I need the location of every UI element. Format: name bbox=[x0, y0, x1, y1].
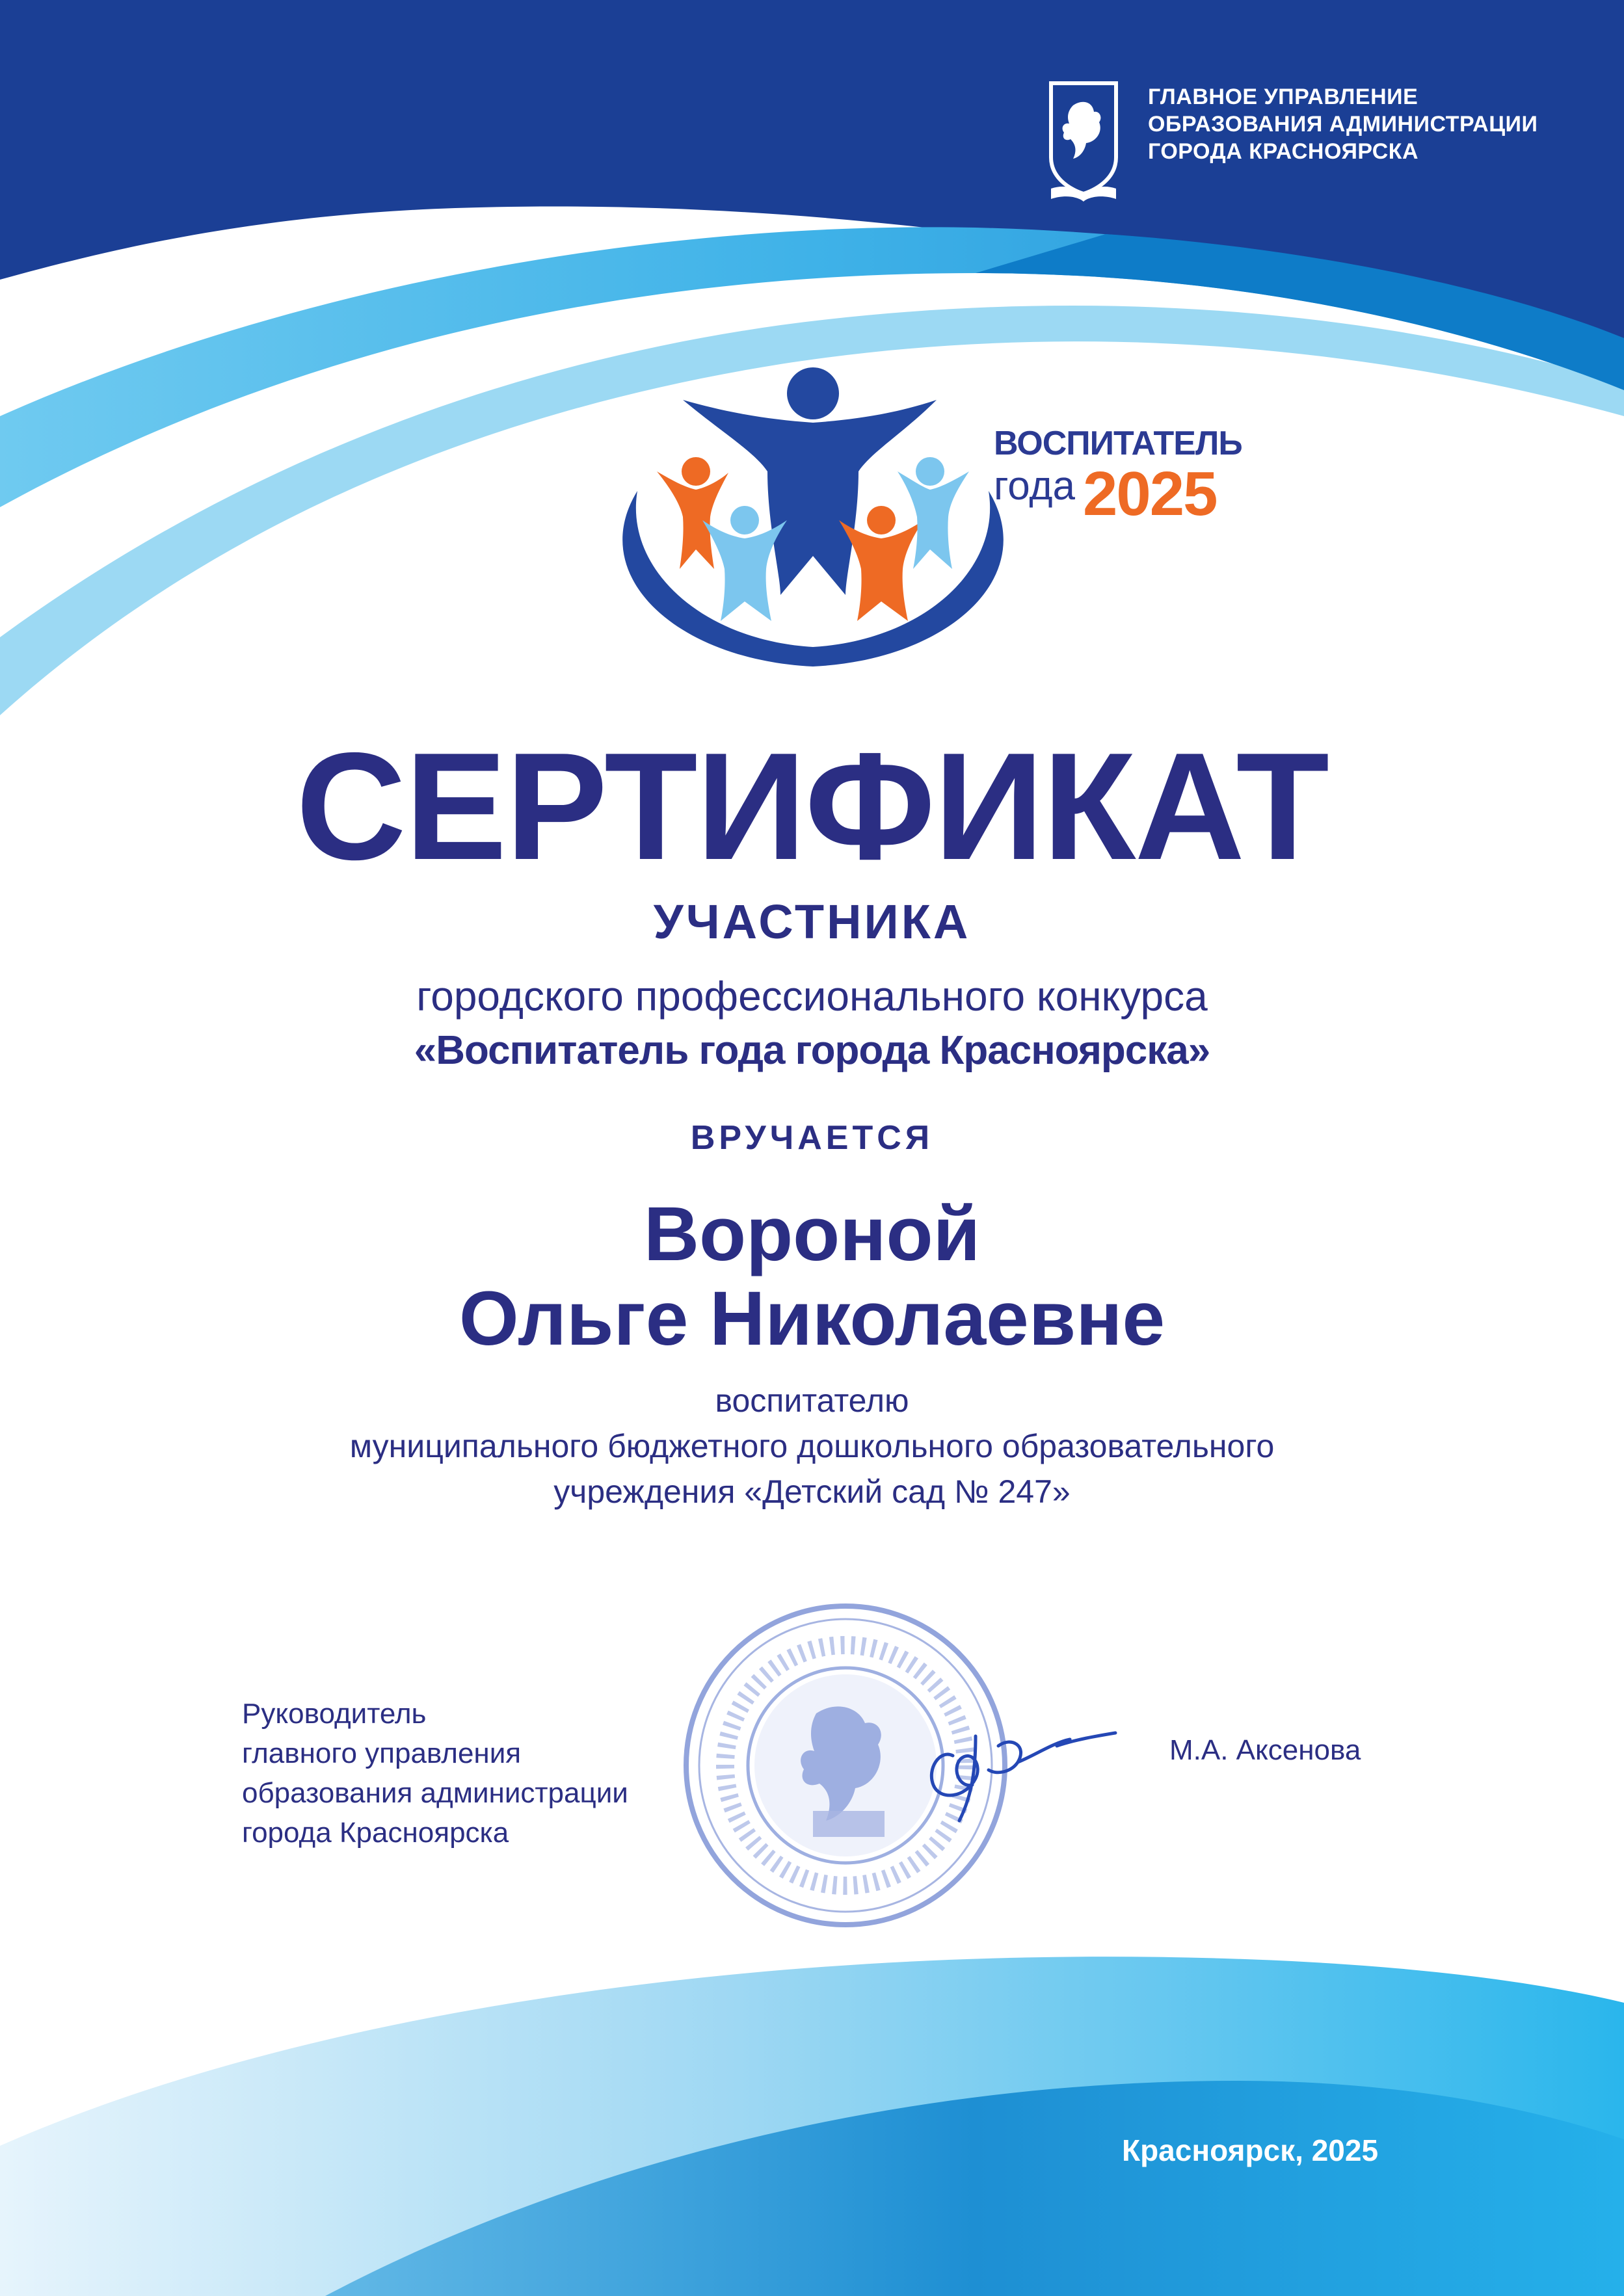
signer-title-line: образования администрации bbox=[242, 1777, 628, 1809]
contest-description: городского профессионального конкурса bbox=[416, 973, 1208, 1020]
city-year: Красноярск, 2025 bbox=[1122, 2133, 1379, 2167]
awarded-label: ВРУЧАЕТСЯ bbox=[690, 1119, 934, 1157]
certificate-subtitle: УЧАСТНИКА bbox=[653, 895, 971, 949]
krasnoyarsk-emblem-icon bbox=[1047, 79, 1120, 203]
recipient-surname: Вороной bbox=[643, 1191, 981, 1277]
signer-title bbox=[242, 1694, 628, 1853]
signer-name: М.А. Аксенова bbox=[1169, 1734, 1361, 1766]
signer-title-line: города Красноярска bbox=[242, 1817, 509, 1849]
recipient-given-names: Ольге Николаевне bbox=[459, 1276, 1165, 1362]
handwritten-signature bbox=[920, 1710, 1128, 1827]
contest-logo-people-icon bbox=[598, 361, 1028, 673]
logo-year: 2025 bbox=[1083, 459, 1217, 529]
org-line: ГЛАВНОЕ УПРАВЛЕНИЕ bbox=[1148, 85, 1418, 109]
recipient-organization: муниципального бюджетного дошкольного образовательного bbox=[349, 1428, 1275, 1464]
logo-word-educator: ВОСПИТАТЕЛЬ bbox=[994, 425, 1242, 462]
contest-name: «Воспитатель года города Красноярска» bbox=[414, 1028, 1210, 1073]
header-org-name bbox=[1148, 83, 1537, 165]
recipient-position: воспитателю bbox=[715, 1382, 909, 1419]
recipient-organization: учреждения «Детский сад № 247» bbox=[553, 1473, 1071, 1510]
logo-word-year-label: года bbox=[994, 464, 1076, 508]
org-line: ГОРОДА КРАСНОЯРСКА bbox=[1148, 139, 1419, 164]
org-line: ОБРАЗОВАНИЯ АДМИНИСТРАЦИИ bbox=[1148, 112, 1538, 137]
certificate-title: СЕРТИФИКАТ bbox=[295, 720, 1329, 891]
signer-title-line: главного управления bbox=[242, 1737, 522, 1769]
signer-title-line: Руководитель bbox=[242, 1698, 427, 1730]
